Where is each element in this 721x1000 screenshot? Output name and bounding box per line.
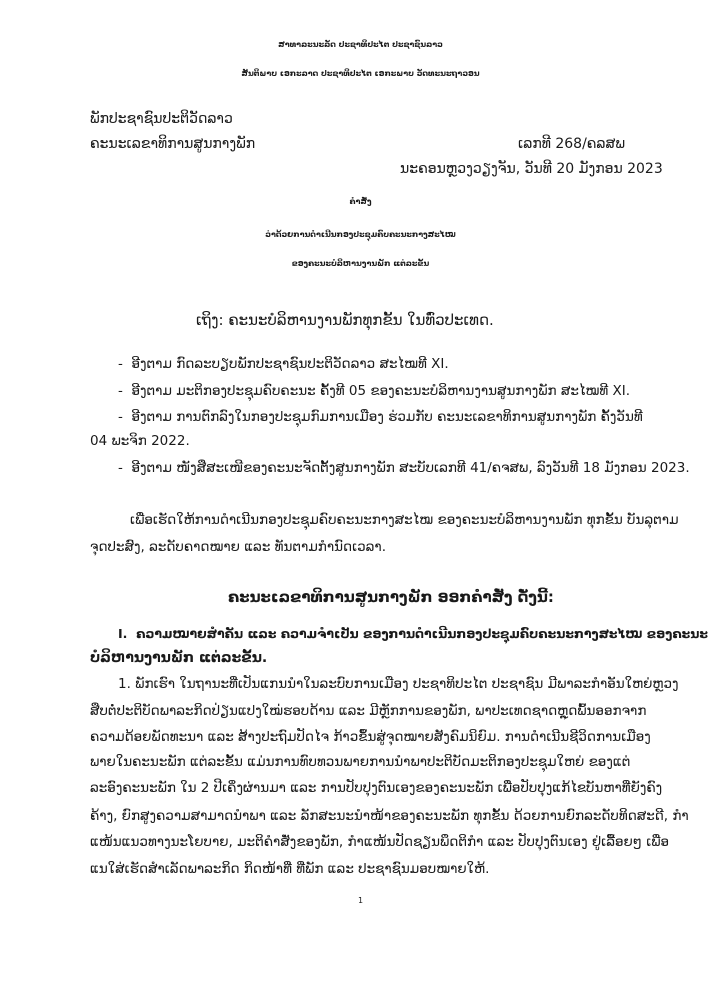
secretariat-name: ຄະນະເລຂາທິການສູນກາງພັກ [90, 136, 256, 152]
bullet-dash: - [118, 409, 132, 425]
document-number: ເລກທີ 268/ຄລສພ [518, 136, 625, 152]
paragraph-line: ຄວາມດ້ອຍພັດທະນາ ແລະ ສ້າງປະຖົມປັດໄຈ ກ້າວຂຶ້ນສູ່ຈຸດໝາຍສັງຄົມນິຍົມ. ການດຳເນີນຊີວິດການເມືອງ [90, 729, 651, 745]
paragraph-line: ແໜ້ນແນວທາງນະໂຍບາຍ, ມະຕິຄຳສັ່ງຂອງພັກ, ກຳແໜ້ນປັດຊຽນພຶດຕິກຳ ແລະ ປັບປຸງຕົນເອງ ຢູ່ເລື້ອຍໆ ເພື່ອ [90, 834, 670, 850]
paragraph-line: ແນໃສ່ເຮັດສຳເລັດພາລະກິດ ກິດໜ້າທີ່ ທີ່ພັກ ແລະ ປະຊາຊົນມອບໝາຍໃຫ້. [90, 861, 490, 877]
list-item-continuation: 04 ພະຈິກ 2022. [90, 433, 190, 449]
party-name: ພັກປະຊາຊົນປະຕິວັດລາວ [90, 111, 233, 127]
paragraph-line: ລະອົງຄະນະພັກ ໃນ 2 ປີເຄິ່ງຜ່ານມາ ແລະ ການປັບປຸງຕົນເອງຂອງຄະນະພັກ ເພື່ອປັບປຸງແກ້ໄຂບັນຫາທີ່ຍັງຄົງ [90, 780, 663, 796]
page-number: 1 [357, 896, 364, 905]
list-item: - ອີງຕາມ ໜັງສືສະເໜີຂອງຄະນະຈັດຕັ້ງສູນກາງພັກ ສະບັບເລກທີ 41/ຄຈສພ, ລົງວັນທີ 18 ມັງກອນ 2023. [118, 460, 690, 476]
bullet-dash: - [118, 356, 132, 372]
paragraph-line: ພາຍໃນຄະນະພັກ ແຕ່ລະຂັ້ນ ແມ່ນການທົບທວນພາຍການນຳພາປະຕິບັດມະຕິກອງປະຊຸມໃຫຍ່ ຂອງແຕ່ [90, 754, 631, 770]
paragraph-line: ສືບຕໍ່ປະຕິບັດພາລະກິດປ່ຽນແປງໃໝ່ຮອບດ້ານ ແລະ ມີຫຼັກການຂອງພັກ, ພາປະເທດຊາດຫຼຸດພົ້ນອອກຈາກ [90, 703, 647, 719]
section-numeral: I. [118, 626, 128, 641]
section-1-title: I. ຄວາມໝາຍສຳຄັນ ແລະ ຄວາມຈຳເປັນ ຂອງການດຳເນີນກອງປະຊຸມຄົບຄະນະກາງສະໄໝ ຂອງຄະນະ [118, 626, 709, 641]
order-statement: ຄະນະເລຂາທິການສູນກາງພັກ ອອກຄຳສັ່ງ ດັ່ງນີ້: [228, 588, 554, 606]
order-heading: ຄຳສັ່ງ [349, 197, 372, 206]
list-item: - ອີງຕາມ ກົດລະບຽບພັກປະຊາຊົນປະຕິວັດລາວ ສະໄໝທີ XI. [118, 356, 449, 372]
list-item: - ອີງຕາມ ການຕົກລົງໃນກອງປະຊຸມກົມການເມືອງ ຮ່ວມກັບ ຄະນະເລຂາທິການສູນກາງພັກ ຄັ້ງວັນທີ [118, 409, 643, 425]
list-item: - ອີງຕາມ ມະຕິກອງປະຊຸມຄົບຄະນະ ຄັ້ງທີ 05 ຂອງຄະນະບໍລິຫານງານສູນກາງພັກ ສະໄໝທີ XI. [118, 383, 631, 399]
title-line-1: ວ່າດ້ວຍການດຳເນີນກອງປະຊຸມຄົບຄະນະກາງສະໄໝ [265, 230, 456, 239]
place-date: ນະຄອນຫຼວງວຽງຈັນ, ວັນທີ 20 ມັງກອນ 2023 [400, 161, 663, 177]
purpose-line-2: ຈຸດປະສົງ, ລະດັບຄາດໝາຍ ແລະ ທັນຕາມກຳນົດເວລາ. [90, 539, 386, 555]
national-motto: ສັນຕິພາບ ເອກະລາດ ປະຊາທິປະໄຕ ເອກະພາບ ວັດທະນະຖາວອນ [241, 69, 480, 78]
title-line-2: ຂອງຄະນະບໍລິຫານງານພັກ ແຕ່ລະຂັ້ນ [291, 259, 430, 268]
purpose-line-1: ເພື່ອເຮັດໃຫ້ການດຳເນີນກອງປະຊຸມຄົບຄະນະກາງສະໄໝ ຂອງຄະນະບໍລິຫານງານພັກ ທຸກຂັ້ນ ບັນລຸຕາມ [130, 512, 679, 528]
recipient-line: ເຖິງ: ຄະນະບໍລິຫານງານພັກທຸກຂັ້ນ ໃນທົ່ວປະເທດ. [196, 311, 494, 329]
paragraph-line: 1. ພັກເຮົາ ໃນຖານະທີ່ເປັນແກນນຳໃນລະບົບການເມືອງ ປະຊາທິປະໄຕ ປະຊາຊົນ ມີພາລະກຳອັນໃຫຍ່ຫຼວງ [118, 676, 679, 692]
paragraph-line: ຄ້າງ, ຍົກສູງຄວາມສາມາດນຳພາ ແລະ ລັກສະນະນຳໜ້າຂອງຄະນະພັກ ທຸກຂັ້ນ ດ້ວຍການຍົກລະດັບທິດສະດີ, ກຳ [90, 808, 689, 824]
bullet-dash: - [118, 383, 132, 399]
bullet-dash: - [118, 460, 132, 476]
republic-header: ສາທາລະນະລັດ ປະຊາທິປະໄຕ ປະຊາຊົນລາວ [278, 40, 443, 49]
section-1-title-continuation: ບໍລິຫານງານພັກ ແຕ່ລະຂັ້ນ. [90, 650, 268, 666]
